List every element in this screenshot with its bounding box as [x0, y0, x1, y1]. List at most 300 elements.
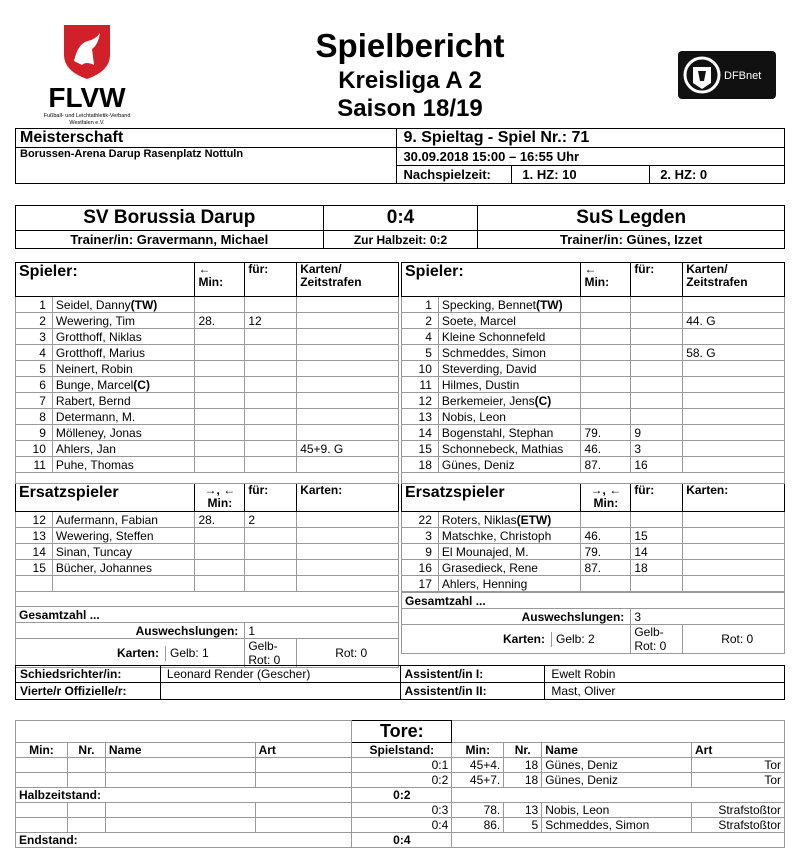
goal-player-name: Günes, Deniz — [542, 773, 692, 788]
away-player-name: Schonnebeck, Mathias — [438, 441, 581, 457]
away-sub-sub-minute: 46. — [581, 528, 631, 544]
table-row — [16, 297, 399, 313]
home-player-name: Wewering, Tim — [52, 313, 195, 329]
home-sub-number: 15 — [16, 560, 53, 576]
home-player-cards — [297, 425, 399, 441]
goal-minute: 45+7. — [452, 773, 504, 788]
home-player-sub-minute — [195, 377, 245, 393]
away-player-sub-minute: 46. — [581, 441, 631, 457]
away-player-sub-minute — [581, 329, 631, 345]
player-role-badge: (C) — [133, 377, 150, 392]
home-player-name: Determann, M. — [52, 409, 195, 425]
away-yellow-red-cards: Gelb-Rot: 0 — [631, 625, 683, 654]
away-sub-number: 17 — [402, 576, 439, 592]
goal-minute: 86. — [452, 818, 504, 833]
away-player-sub-for — [631, 345, 683, 361]
penalties-heading: Zeitstrafen — [300, 275, 362, 289]
players-heading: Spieler: — [19, 263, 78, 280]
home-subs-body — [16, 512, 399, 592]
home-player-cards — [297, 457, 399, 473]
away-sub-sub-for: 15 — [631, 528, 683, 544]
home-player-cards — [297, 409, 399, 425]
away-player-sub-minute — [581, 361, 631, 377]
min-heading: Min: — [207, 496, 233, 510]
away-player-name: Specking, Bennet(TW) — [438, 297, 581, 313]
home-subs-count: 1 — [245, 623, 399, 639]
goals-table — [15, 720, 785, 848]
goals-score-heading: Spielstand: — [352, 743, 452, 758]
stoppage-first-half: 1. HZ: 10 — [512, 166, 650, 184]
goals-name-heading: Name — [105, 743, 255, 758]
away-player-sub-minute — [581, 377, 631, 393]
table-row — [402, 329, 785, 345]
league-title: Kreisliga A 2 — [338, 67, 482, 94]
goals-second-half — [16, 803, 785, 833]
home-team: SV Borussia Darup — [16, 206, 324, 231]
home-player-cards — [297, 361, 399, 377]
home-player-number: 2 — [16, 313, 53, 329]
table-row — [402, 409, 785, 425]
player-role-badge: (ETW) — [516, 512, 552, 527]
sub-inout-arrow-icon: →, ← — [204, 483, 236, 497]
goal-player-name: Schmeddes, Simon — [542, 818, 692, 833]
home-player-cards — [297, 297, 399, 313]
table-row — [16, 528, 399, 544]
home-player-number: 5 — [16, 361, 53, 377]
dfbnet-logo — [678, 51, 776, 99]
away-player-name: Berkemeier, Jens(C) — [438, 393, 581, 409]
away-sub-number: 22 — [402, 512, 439, 528]
goals-name-heading: Name — [542, 743, 692, 758]
away-player-number: 10 — [402, 361, 439, 377]
home-player-cards — [297, 329, 399, 345]
home-players-body — [16, 297, 399, 473]
home-sub-name: Aufermann, Fabian — [52, 512, 195, 528]
goal-minute: 78. — [452, 803, 504, 818]
dfbnet-logo-text: DFBnet — [724, 70, 762, 82]
away-player-name: Soete, Marcel — [438, 313, 581, 329]
away-player-name: Steverding, David — [438, 361, 581, 377]
competition: Meisterschaft — [16, 129, 397, 148]
table-row — [402, 512, 785, 528]
home-player-sub-for — [245, 297, 297, 313]
table-row — [16, 313, 399, 329]
home-player-name: Grotthoff, Niklas — [52, 329, 195, 345]
home-player-number: 8 — [16, 409, 53, 425]
home-player-sub-for — [245, 457, 297, 473]
cards-heading: Karten/ — [686, 262, 728, 276]
home-player-name: Rabert, Bernd — [52, 393, 195, 409]
dfb-eagle-icon — [678, 51, 776, 99]
away-sub-cards — [683, 560, 785, 576]
player-role-badge: (TW) — [535, 297, 563, 312]
home-sub-cards — [297, 528, 399, 544]
away-players-body — [402, 297, 785, 473]
table-row — [402, 576, 785, 592]
goals-nr-heading: Nr. — [67, 743, 105, 758]
home-sub-sub-for: 2 — [245, 512, 297, 528]
halftime-score: Zur Halbzeit: 0:2 — [323, 231, 478, 249]
away-player-sub-minute — [581, 345, 631, 361]
table-row — [402, 345, 785, 361]
players-heading: Spieler: — [405, 263, 464, 280]
away-player-cards — [683, 409, 785, 425]
subs-count-label: Auswechslungen: — [402, 609, 631, 625]
goal-type: Tor — [692, 758, 785, 773]
goal-row — [16, 803, 785, 818]
home-sub-sub-for — [245, 544, 297, 560]
table-row — [402, 377, 785, 393]
page-title: Spielbericht — [315, 27, 505, 64]
goal-type: Tor — [692, 773, 785, 788]
away-player-number: 4 — [402, 329, 439, 345]
home-player-name: Ahlers, Jan — [52, 441, 195, 457]
away-player-sub-for — [631, 313, 683, 329]
away-sub-sub-minute — [581, 512, 631, 528]
away-sub-sub-for: 18 — [631, 560, 683, 576]
away-sub-number: 3 — [402, 528, 439, 544]
home-sub-number: 13 — [16, 528, 53, 544]
away-sub-cards — [683, 528, 785, 544]
final-label: Endstand: — [16, 833, 352, 848]
home-sub-cards — [297, 560, 399, 576]
home-player-name: Seidel, Danny(TW) — [52, 297, 195, 313]
away-subs-body — [402, 512, 785, 592]
table-row — [402, 313, 785, 329]
season-title: Saison 18/19 — [337, 95, 483, 122]
away-player-number: 5 — [402, 345, 439, 361]
goal-row — [16, 758, 785, 773]
home-sub-number: 12 — [16, 512, 53, 528]
home-player-number: 1 — [16, 297, 53, 313]
away-player-cards — [683, 377, 785, 393]
away-player-sub-for — [631, 329, 683, 345]
away-sub-number: 9 — [402, 544, 439, 560]
home-player-sub-for — [245, 345, 297, 361]
home-sub-cards — [297, 544, 399, 560]
home-player-sub-minute — [195, 441, 245, 457]
final-score: 0:4 — [323, 206, 478, 231]
home-player-sub-for — [245, 329, 297, 345]
referee-label: Schiedsrichter/in: — [16, 666, 161, 683]
away-player-name: Nobis, Leon — [438, 409, 581, 425]
away-red-cards: Rot: 0 — [683, 625, 785, 654]
away-player-cards — [683, 361, 785, 377]
home-player-cards — [297, 377, 399, 393]
away-player-sub-for: 16 — [631, 457, 683, 473]
away-player-sub-minute — [581, 393, 631, 409]
min-heading: Min: — [198, 275, 224, 289]
away-sub-sub-for — [631, 512, 683, 528]
away-player-name: Schmeddes, Simon — [438, 345, 581, 361]
for-heading: für: — [631, 484, 683, 512]
match-result-table — [15, 205, 785, 249]
home-player-name: Bunge, Marcel(C) — [52, 377, 195, 393]
away-player-number: 1 — [402, 297, 439, 313]
table-row — [16, 544, 399, 560]
away-player-sub-minute — [581, 313, 631, 329]
home-lineup-table — [15, 262, 399, 668]
away-sub-name: El Mounajed, M. — [438, 544, 581, 560]
table-row — [402, 297, 785, 313]
home-sub-number: 14 — [16, 544, 53, 560]
away-player-name: Hilmes, Dustin — [438, 377, 581, 393]
fourth-official-label: Vierte/r Offizielle/r: — [16, 683, 161, 700]
away-player-sub-for — [631, 393, 683, 409]
away-player-cards — [683, 441, 785, 457]
goal-player-number: 5 — [504, 818, 542, 833]
home-player-number: 6 — [16, 377, 53, 393]
away-player-number: 11 — [402, 377, 439, 393]
venue: Borussen-Arena Darup Rasenplatz Nottuln — [16, 148, 397, 184]
home-player-name: Neinert, Robin — [52, 361, 195, 377]
home-player-sub-for — [245, 377, 297, 393]
away-player-cards: 58. G — [683, 345, 785, 361]
home-player-number: 9 — [16, 425, 53, 441]
goal-player-name: Günes, Deniz — [542, 758, 692, 773]
away-sub-cards — [683, 512, 785, 528]
player-role-badge: (TW) — [130, 297, 158, 312]
table-row — [16, 560, 399, 576]
home-sub-sub-minute — [195, 528, 245, 544]
officials-table — [15, 665, 785, 700]
flvw-logo-subtext-2: Westfalen e.V. — [69, 120, 105, 126]
table-row — [402, 457, 785, 473]
home-sub-sub-minute — [195, 544, 245, 560]
away-sub-name: Matschke, Christoph — [438, 528, 581, 544]
away-sub-sub-for — [631, 576, 683, 592]
table-row — [16, 329, 399, 345]
away-team: SuS Legden — [478, 206, 785, 231]
away-player-number: 14 — [402, 425, 439, 441]
away-player-name: Kleine Schonnefeld — [438, 329, 581, 345]
home-player-name: Puhe, Thomas — [52, 457, 195, 473]
away-player-cards: 44. G — [683, 313, 785, 329]
goals-min-heading: Min: — [452, 743, 504, 758]
home-player-cards — [297, 313, 399, 329]
home-player-cards — [297, 345, 399, 361]
away-player-sub-for: 3 — [631, 441, 683, 457]
table-row — [402, 544, 785, 560]
home-player-number: 3 — [16, 329, 53, 345]
home-sub-sub-minute: 28. — [195, 512, 245, 528]
away-player-number: 2 — [402, 313, 439, 329]
ar2-label: Assistent/in II: — [400, 683, 545, 700]
goal-player-number: 13 — [504, 803, 542, 818]
final-goal-score: 0:4 — [352, 833, 452, 848]
home-player-sub-for — [245, 425, 297, 441]
home-sub-name: Wewering, Steffen — [52, 528, 195, 544]
min-heading: Min: — [593, 496, 619, 510]
for-heading: für: — [245, 484, 297, 512]
home-yellow-cards: Gelb: 1 — [166, 646, 245, 661]
assistant-2: Mast, Oliver — [545, 683, 785, 700]
away-sub-sub-minute — [581, 576, 631, 592]
subs-heading: Ersatzspieler — [19, 484, 119, 501]
away-sub-cards — [683, 576, 785, 592]
away-player-cards — [683, 425, 785, 441]
home-sub-sub-for — [245, 528, 297, 544]
home-player-name: Grotthoff, Marius — [52, 345, 195, 361]
cards-heading: Karten: — [297, 484, 399, 512]
assistant-1: Ewelt Robin — [545, 666, 785, 683]
home-sub-name: Bücher, Johannes — [52, 560, 195, 576]
table-row — [402, 361, 785, 377]
goal-minute: 45+4. — [452, 758, 504, 773]
goal-score: 0:1 — [352, 758, 452, 773]
goals-type-heading: Art — [255, 743, 352, 758]
away-player-number: 18 — [402, 457, 439, 473]
home-red-cards: Rot: 0 — [297, 639, 399, 668]
cards-heading: Karten/ — [300, 262, 342, 276]
fourth-official — [160, 683, 400, 700]
home-player-sub-minute — [195, 297, 245, 313]
home-sub-cards — [297, 512, 399, 528]
away-player-cards — [683, 457, 785, 473]
halftime-goal-score: 0:2 — [352, 788, 452, 803]
player-role-badge: (C) — [534, 393, 552, 408]
sub-inout-arrow-icon: →, ← — [590, 483, 622, 497]
table-row — [16, 361, 399, 377]
home-player-sub-minute — [195, 393, 245, 409]
home-player-name: Mölleney, Jonas — [52, 425, 195, 441]
sub-out-arrow-icon: ← — [584, 262, 597, 276]
goals-nr-heading: Nr. — [504, 743, 542, 758]
table-row — [16, 425, 399, 441]
table-row — [402, 441, 785, 457]
table-row — [16, 576, 399, 592]
away-sub-sub-for: 14 — [631, 544, 683, 560]
away-player-sub-for — [631, 409, 683, 425]
goal-player-number: 18 — [504, 773, 542, 788]
goals-first-half — [16, 758, 785, 788]
away-player-number: 13 — [402, 409, 439, 425]
table-row — [16, 409, 399, 425]
home-player-number: 11 — [16, 457, 53, 473]
table-row — [402, 425, 785, 441]
away-player-sub-for — [631, 297, 683, 313]
home-sub-sub-for — [245, 560, 297, 576]
table-row — [16, 377, 399, 393]
home-player-cards: 45+9. G — [297, 441, 399, 457]
cards-count-label: Karten: — [116, 646, 159, 660]
away-sub-name: Ahlers, Henning — [438, 576, 581, 592]
away-sub-cards — [683, 544, 785, 560]
penalties-heading: Zeitstrafen — [686, 275, 748, 289]
flvw-logo-subtext: Fußball- und Leichtathletik-Verband — [43, 113, 131, 119]
away-sub-name: Roters, Niklas(ETW) — [438, 512, 581, 528]
home-sub-sub-minute — [195, 560, 245, 576]
goal-score: 0:4 — [352, 818, 452, 833]
flvw-logo-text: FLVW — [48, 82, 126, 113]
home-player-number: 10 — [16, 441, 53, 457]
home-player-sub-for: 12 — [245, 313, 297, 329]
home-player-number: 4 — [16, 345, 53, 361]
goal-score: 0:3 — [352, 803, 452, 818]
matchday: 9. Spieltag - Spiel Nr.: 71 — [397, 129, 785, 148]
table-row — [16, 393, 399, 409]
home-player-sub-minute — [195, 361, 245, 377]
home-coach: Trainer/in: Gravermann, Michael — [16, 231, 324, 249]
away-player-name: Bogenstahl, Stephan — [438, 425, 581, 441]
away-coach: Trainer/in: Günes, Izzet — [478, 231, 785, 249]
table-row — [402, 393, 785, 409]
home-yellow-red-cards: Gelb-Rot: 0 — [245, 639, 297, 668]
home-player-sub-minute: 28. — [195, 313, 245, 329]
home-sub-name: Sinan, Tuncay — [52, 544, 195, 560]
away-player-cards — [683, 297, 785, 313]
home-player-number: 7 — [16, 393, 53, 409]
home-player-sub-minute — [195, 329, 245, 345]
away-sub-number: 16 — [402, 560, 439, 576]
away-player-sub-for — [631, 377, 683, 393]
match-datetime: 30.09.2018 15:00 – 16:55 Uhr — [397, 148, 785, 166]
goals-type-heading: Art — [692, 743, 785, 758]
home-player-sub-minute — [195, 425, 245, 441]
away-player-sub-minute — [581, 409, 631, 425]
total-heading: Gesamtzahl ... — [402, 593, 785, 609]
goals-title: Tore: — [352, 721, 452, 743]
report-header — [10, 15, 788, 127]
goal-player-name: Nobis, Leon — [542, 803, 692, 818]
subs-heading: Ersatzspieler — [405, 484, 505, 501]
away-player-sub-minute: 79. — [581, 425, 631, 441]
stoppage-time-label: Nachspielzeit: — [397, 166, 512, 184]
away-player-sub-for — [631, 361, 683, 377]
home-player-sub-for — [245, 409, 297, 425]
away-sub-sub-minute: 87. — [581, 560, 631, 576]
goal-player-number: 18 — [504, 758, 542, 773]
goal-type: Strafstoßtor — [692, 818, 785, 833]
cards-heading: Karten: — [683, 484, 785, 512]
goal-row — [16, 818, 785, 833]
away-sub-name: Grasedieck, Rene — [438, 560, 581, 576]
table-row — [402, 560, 785, 576]
flvw-logo — [22, 21, 152, 127]
table-row — [16, 512, 399, 528]
table-row — [402, 528, 785, 544]
goal-row — [16, 773, 785, 788]
for-heading: für: — [631, 263, 683, 297]
ar1-label: Assistent/in I: — [400, 666, 545, 683]
away-player-number: 15 — [402, 441, 439, 457]
away-player-name: Günes, Deniz — [438, 457, 581, 473]
away-player-number: 12 — [402, 393, 439, 409]
cards-count-label: Karten: — [502, 632, 545, 646]
goal-score: 0:2 — [352, 773, 452, 788]
table-row — [16, 345, 399, 361]
stoppage-second-half: 2. HZ: 0 — [650, 166, 785, 184]
home-player-cards — [297, 393, 399, 409]
table-row — [16, 457, 399, 473]
away-sub-sub-minute: 79. — [581, 544, 631, 560]
home-player-sub-minute — [195, 409, 245, 425]
referee: Leonard Render (Gescher) — [160, 666, 400, 683]
goal-type: Strafstoßtor — [692, 803, 785, 818]
table-row — [16, 441, 399, 457]
subs-count-label: Auswechslungen: — [16, 623, 245, 639]
home-player-sub-for — [245, 393, 297, 409]
away-player-cards — [683, 329, 785, 345]
for-heading: für: — [245, 263, 297, 297]
away-subs-count: 3 — [631, 609, 785, 625]
home-player-sub-for — [245, 441, 297, 457]
goals-min-heading: Min: — [16, 743, 68, 758]
away-yellow-cards: Gelb: 2 — [552, 632, 631, 647]
away-lineup-table — [401, 262, 785, 654]
home-player-sub-minute — [195, 345, 245, 361]
away-player-cards — [683, 393, 785, 409]
